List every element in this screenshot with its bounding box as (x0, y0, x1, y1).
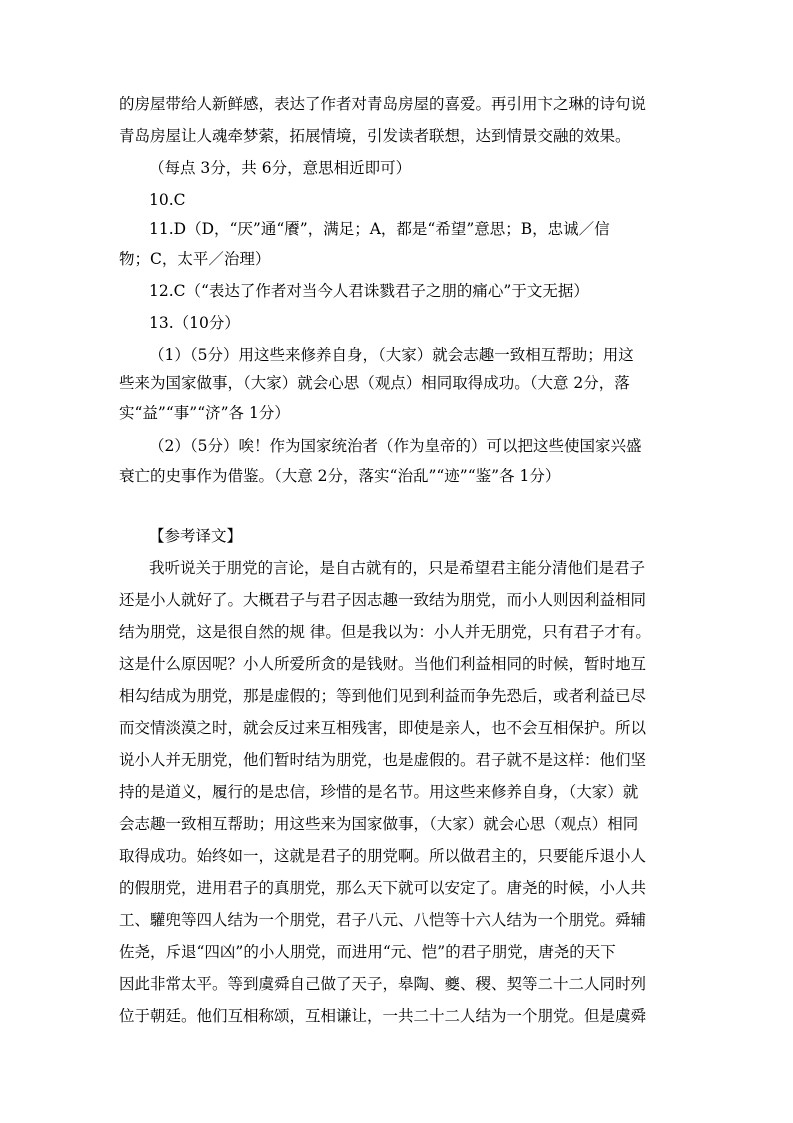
translation-line: 位于朝廷。他们互相称颂，互相谦让，一共二十二人结为一个朋党。但是虞舜 (119, 1007, 647, 1025)
answer-12: 12.C（“表达了作者对当今人君诛戮君子之朋的痛心”于文无据） (149, 282, 589, 300)
answer-13-1-line-3: 实“益”“事”“济”各 1分） (119, 404, 290, 422)
translation-line: 佐尧，斥退“四凶”的小人朋党，而进用“元、恺”的君子朋党，唐尧的天下 (119, 943, 616, 961)
answer-11-line-2: 物；C，太平／治理） (119, 250, 271, 268)
answer-13-2-line-1: （2）（5分）唉！作为国家统治者（作为皇帝的）可以把这些使国家兴盛 (149, 437, 642, 455)
translation-line: 因此非常太平。等到虞舜自己做了天子，皋陶、夔、稷、契等二十二人同时列 (119, 975, 647, 993)
translation-line: 持的是道义，履行的是忠信，珍惜的是名节。用这些来修养自身，（大家）就 (119, 783, 639, 801)
translation-line: 的假朋党，进用君子的真朋党，那么天下就可以安定了。唐尧的时候，小人共 (119, 879, 647, 897)
answer-13-1-line-2: 些来为国家做事，（大家）就会心思（观点）相同取得成功。（大意 2分，落 (119, 374, 630, 392)
translation-line: 这是什么原因呢？小人所爱所贪的是钱财。当他们利益相同的时候，暂时地互 (119, 655, 647, 673)
translation-line: 还是小人就好了。大概君子与君子因志趣一致结为朋党，而小人则因利益相同 (119, 591, 647, 609)
translation-line: 取得成功。始终如一，这就是君子的朋党啊。所以做君主的，只要能斥退小人 (119, 847, 647, 865)
answer-13-2-line-2: 衰亡的史事作为借鉴。（大意 2分，落实“治乱”“迹”“鉴”各 1分） (119, 467, 561, 485)
translation-line: 说小人并无朋党，他们暂时结为朋党，也是虚假的。君子就不是这样：他们坚 (119, 751, 647, 769)
translation-line: 会志趣一致相互帮助；用这些来为国家做事，（大家）就会心思（观点）相同 (119, 815, 639, 833)
translation-line: 而交情淡漠之时，就会反过来互相残害，即使是亲人，也不会互相保护。所以 (119, 719, 647, 737)
analysis-line-1: 的房屋带给人新鲜感，表达了作者对青岛房屋的喜爱。再引用卞之琳的诗句说 (119, 95, 647, 113)
answer-13-heading: 13.（10分） (149, 314, 240, 332)
answer-10: 10.C (149, 191, 186, 209)
translation-line: 工、驩兜等四人结为一个朋党，君子八元、八恺等十六人结为一个朋党。舜辅 (119, 911, 647, 929)
answer-11-line-1: 11.D（D，“厌”通“餍”，满足；A，都是“希望”意思；B，忠诚／信 (149, 220, 610, 238)
translation-line: 结为朋党，这是很自然的规 律。但是我以为：小人并无朋党，只有君子才有。 (119, 623, 651, 641)
answer-13-1-line-1: （1）（5分）用这些来修养自身，（大家）就会志趣一致相互帮助；用这 (149, 346, 634, 364)
translation-heading: 【参考译文】 (149, 527, 243, 545)
analysis-line-2: 青岛房屋让人魂牵梦萦，拓展情境，引发读者联想，达到情景交融的效果。 (119, 127, 631, 145)
analysis-scoring: （每点 3分，共 6分，意思相近即可） (149, 159, 412, 177)
translation-line: 我听说关于朋党的言论，是自古就有的，只是希望君主能分清他们是君子 (149, 559, 646, 577)
translation-line: 相勾结成为朋党，那是虚假的；等到他们见到利益而争先恐后，或者利益已尽 (119, 687, 647, 705)
